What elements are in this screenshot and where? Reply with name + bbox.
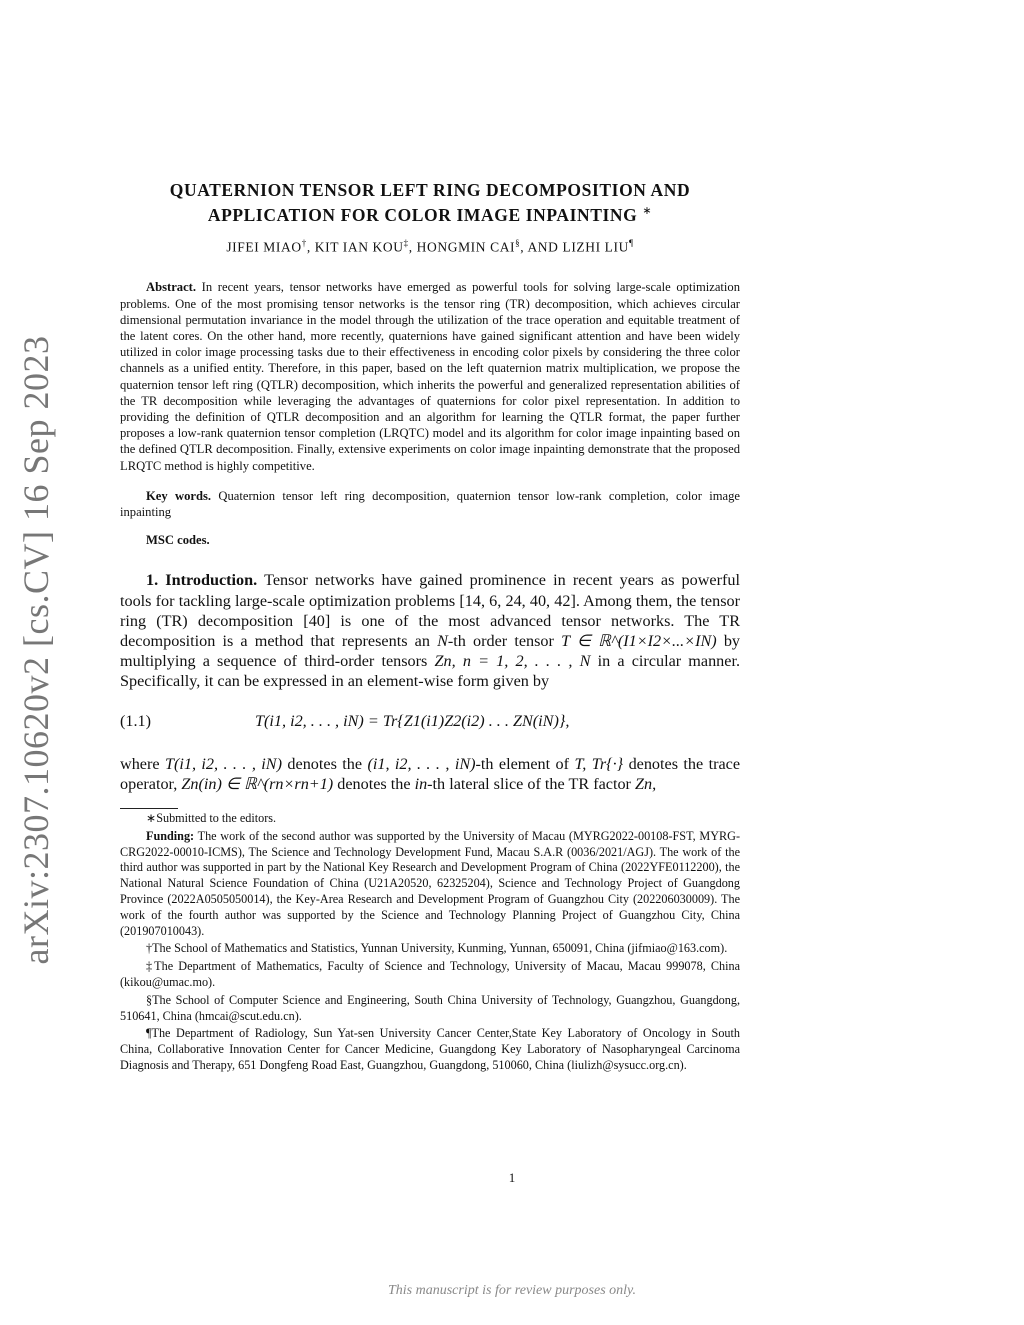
equation-number: (1.1)	[120, 711, 152, 730]
keywords-label: Key words.	[146, 488, 212, 503]
paragraph-definition: where T(i1, i2, . . . , iN) denotes the (i1, i2, . . . , iN)-th element of T, Tr{·} denotes the trace operator, Zn(in) ∈ ℝ^(rn×rn+1) denotes the in-th lateral slice of the TR factor Zn,	[120, 754, 741, 793]
author-list: JIFEI MIAO†, KIT IAN KOU‡, HONGMIN CAI§, AND LIZHI LIU¶	[226, 237, 634, 255]
footnote-author-4: §The School of Computer Science and Engineering, South China University of Technology, Guangzhou, Guangdong, 510641, China (hmcai@scut.edu.cn).	[120, 992, 740, 1023]
title-footnote-mark: ∗	[642, 205, 653, 217]
title-line-2: APPLICATION FOR COLOR IMAGE INPAINTING ∗	[207, 204, 653, 225]
footnote-author-3: ‡The Department of Mathematics, Faculty of Science and Technology, University of Macau, Macau 999078, China (kikou@umac.mo).	[120, 959, 740, 989]
review-footer: This manuscript is for review purposes only.	[388, 1283, 636, 1298]
abstract	[120, 279, 740, 473]
abstract-label: Abstract.	[146, 280, 197, 295]
footnote-author-2: †The School of Mathematics and Statistics, Yunnan University, Kunming, Yunnan, 650091, China (jifmiao@163.com).	[146, 941, 728, 956]
arxiv-identifier: arXiv:2307.10620v2 [cs.CV] 16 Sep 2023	[16, 335, 56, 965]
equation-1-1	[120, 712, 740, 736]
msc-codes	[120, 532, 740, 548]
keywords-text: Quaternion tensor left ring decomposition, quaternion tensor low-rank completion, color image inpainting	[120, 488, 740, 519]
keywords	[120, 488, 740, 520]
footnote-rule	[120, 808, 178, 809]
introduction-paragraph: 1. Introduction. Tensor networks have gained prominence in recent years as powerful tools for tackling large-scale optimization problems [14, 6, 24, 40, 42]. Among them, the tensor ring (TR) decomposition [40] is one of the most advanced tensor networks. The TR decomposition is a method that represents an N-th order tensor T ∈ ℝ^(I1×I2×...×IN) by multiplying a sequence of third-order tensors Zn, n = 1, 2, . . . , N in a circular manner. Specifically, it can be expressed in an element-wise form given by	[120, 571, 741, 691]
title-line-1: QUATERNION TENSOR LEFT RING DECOMPOSITION AND	[169, 180, 691, 200]
paper-title	[120, 180, 740, 226]
section-heading: 1. Introduction.	[146, 571, 258, 590]
footnote-submitted: ∗Submitted to the editors.	[146, 811, 277, 825]
footnote-funding: Funding: The work of the second author was supported by the University of Macau (MYRG2022-00108-FST, MYRG-CRG2022-00010-ICMS), The Science and Technology Development Fund, Macau S.A.R (0036/2021/AGJ). The work of the third author was supported in part by the National Key Research and Development Program of China (2022YFE0112200), the National Natural Science Foundation of China (U21A20520, 62325204), Science and Technology Project of Guangdong Province (2022A0505050014), the Key-Area Research and Development Program of Guangzhou City (202206030009). The work of the fourth author was supported by the Science and Technology Planning Project of Guangzhou City, China (201907010043).	[120, 828, 741, 938]
msc-label: MSC codes.	[146, 533, 210, 548]
paper-page	[120, 180, 740, 1074]
arxiv-sidebar-stamp	[8, 330, 64, 970]
page-number: 1	[508, 1170, 516, 1185]
equation-expression: T(i1, i2, . . . , iN) = Tr{Z1(i1)Z2(i2) . . . ZN(iN)},	[255, 711, 570, 730]
abstract-text: In recent years, tensor networks have emerged as powerful tools for solving large-scale optimization problems. One of the most promising tensor networks is the tensor ring (TR) decomposition, which achieves circular dimensional permutation invariance in the model through the utilization of the trace operation and equitable treatment of the latent cores. On the other hand, more recently, quaternions have gained significant attention and have been widely utilized in color image processing tasks due to their effectiveness in encoding color pixels by considering the three color channels as a unified entity. Therefore, in this paper, based on the left quaternion matrix multiplication, we propose the quaternion tensor left ring (QTLR) decomposition, which inherits the powerful and generalized representation abilities of the TR decomposition while leveraging the advantages of quaternions for color pixel representation. In addition to providing the definition of QTLR decomposition and an algorithm for learning the QTLR format, the paper further proposes a low-rank quaternion tensor completion (LRQTC) model and its algorithm for color image inpainting based on the defined QTLR decomposition. Finally, extensive experiments on color image inpainting demonstrate that the proposed LRQTC method is highly competitive.	[120, 280, 741, 473]
footnote-author-5: ¶The Department of Radiology, Sun Yat-sen University Cancer Center,State Key Laboratory of Oncology in South China, Collaborative Innovation Center for Cancer Medicine, Guangdong Key Laboratory of Nasopharyngeal Carcinoma Diagnosis and Therapy, 651 Dongfeng Road East, Guangzhou, Guangdong, 510060, China (liulizh@sysucc.org.cn).	[120, 1026, 740, 1072]
